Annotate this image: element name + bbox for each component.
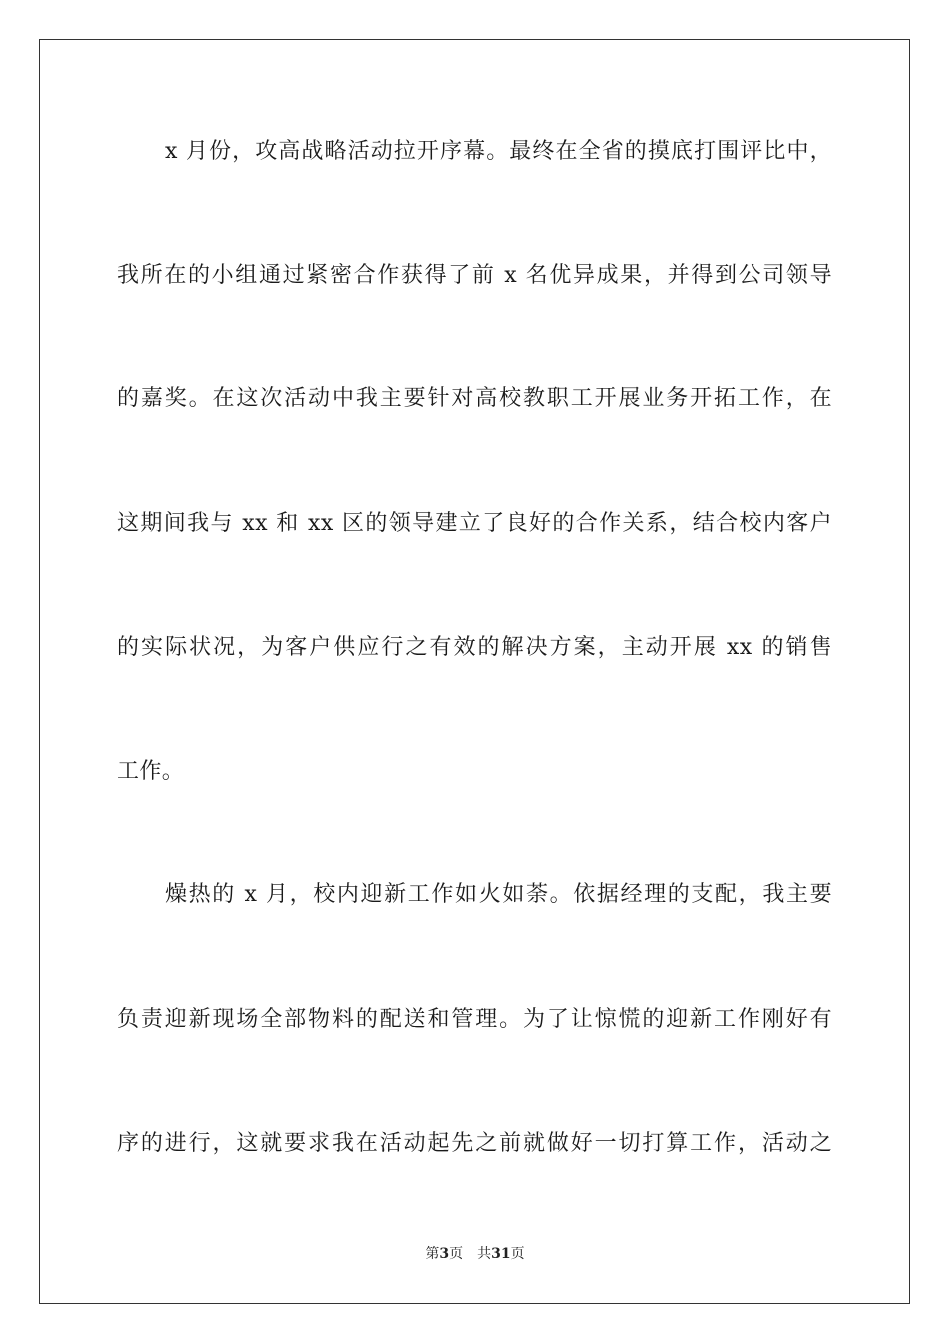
page-prefix: 第 — [425, 1246, 440, 1262]
paragraph-line: 燥热的 x 月，校内迎新工作如火如荼。依据经理的支配，我主要 — [165, 882, 832, 907]
page-footer — [0, 1244, 950, 1264]
total-page-number: 31 — [491, 1246, 511, 1262]
current-page-number: 3 — [439, 1246, 450, 1262]
paragraph-line: 我所在的小组通过紧密合作获得了前 x 名优异成果，并得到公司领导 — [117, 263, 832, 288]
paragraph-line: x 月份，攻高战略活动拉开序幕。最终在全省的摸底打围评比中， — [165, 139, 832, 164]
paragraph-line: 的实际状况，为客户供应行之有效的解决方案，主动开展 xx 的销售 — [117, 635, 832, 660]
paragraph-line: 负责迎新现场全部物料的配送和管理。为了让惊慌的迎新工作刚好有 — [117, 1007, 832, 1032]
paragraph-line: 这期间我与 xx 和 xx 区的领导建立了良好的合作关系，结合校内客户 — [117, 511, 832, 536]
total-suffix: 页 — [510, 1246, 525, 1262]
paragraph-line: 序的进行，这就要求我在活动起先之前就做好一切打算工作，活动之 — [117, 1131, 832, 1156]
total-prefix: 共 — [477, 1246, 492, 1262]
page-border — [39, 39, 910, 1304]
paragraph-line: 工作。 — [117, 759, 185, 784]
paragraph-line: 的嘉奖。在这次活动中我主要针对高校教职工开展业务开拓工作，在 — [117, 386, 832, 411]
page-suffix: 页 — [449, 1246, 464, 1262]
